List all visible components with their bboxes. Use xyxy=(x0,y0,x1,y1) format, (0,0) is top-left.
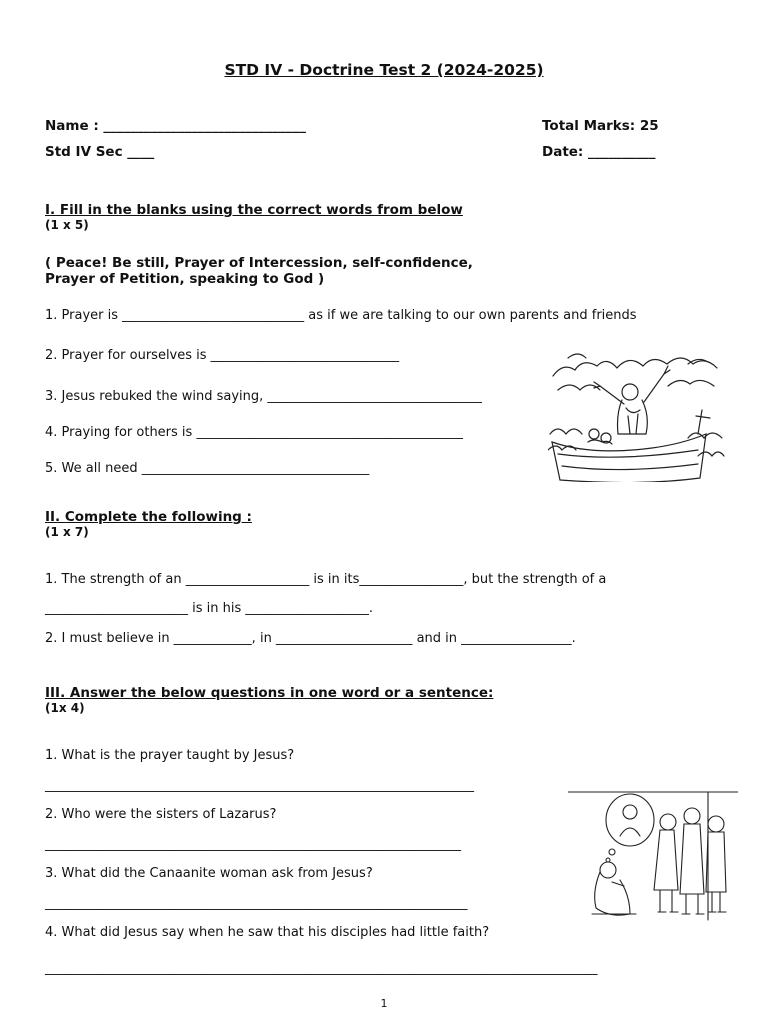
section3-question-3: 3. What did the Canaanite woman ask from Jesus? xyxy=(45,866,373,881)
section3-answer-line-1: __________________________________________________________________ xyxy=(45,778,474,793)
section2-marks: (1 x 7) xyxy=(45,525,89,539)
section3-answer-line-4: _____________________________________________________________________________________ xyxy=(45,961,598,976)
date-field-line: Date: __________ xyxy=(542,144,656,160)
name-field-line: Name : ______________________________ xyxy=(45,118,306,134)
section3-question-1: 1. What is the prayer taught by Jesus? xyxy=(45,748,295,763)
section1-question-4: 4. Praying for others is _________________________________________ xyxy=(45,425,463,440)
std-section-line: Std IV Sec ____ xyxy=(45,144,155,160)
section2-question-1-line2: ______________________ is in his ___________________. xyxy=(45,601,374,616)
page-title: STD IV - Doctrine Test 2 (2024-2025) xyxy=(224,61,544,79)
section1-question-5: 5. We all need ___________________________________ xyxy=(45,461,370,476)
section2-question-2: 2. I must believe in ____________, in _____________________ and in _________________. xyxy=(45,631,576,646)
section3-answer-line-3: _________________________________________________________________ xyxy=(45,896,468,911)
word-bank-line1: ( Peace! Be still, Prayer of Intercession, self-confidence, xyxy=(45,255,473,271)
section3-answer-line-2: ________________________________________________________________ xyxy=(45,837,461,852)
section3-question-2: 2. Who were the sisters of Lazarus? xyxy=(45,807,277,822)
page-number: 1 xyxy=(380,997,388,1010)
section3-question-4: 4. What did Jesus say when he saw that his disciples had little faith? xyxy=(45,925,490,940)
disciples-and-kneeling-woman-illustration xyxy=(568,786,738,928)
word-bank-line2: Prayer of Petition, speaking to God ) xyxy=(45,271,325,287)
section3-marks: (1x 4) xyxy=(45,701,85,715)
section1-heading: I. Fill in the blanks using the correct words from below xyxy=(45,202,463,218)
section2-question-1-line1: 1. The strength of an ___________________ is in its________________, but the strength of a xyxy=(45,572,607,587)
jesus-calming-storm-illustration xyxy=(548,346,726,482)
section1-question-3: 3. Jesus rebuked the wind saying, _________________________________ xyxy=(45,389,482,404)
section1-question-2: 2. Prayer for ourselves is _____________________________ xyxy=(45,348,400,363)
total-marks: Total Marks: 25 xyxy=(542,118,659,134)
section1-marks: (1 x 5) xyxy=(45,218,89,232)
section2-heading: II. Complete the following : xyxy=(45,509,252,525)
section1-question-1: 1. Prayer is ____________________________ as if we are talking to our own parents and friends xyxy=(45,308,637,323)
section3-heading: III. Answer the below questions in one word or a sentence: xyxy=(45,685,494,701)
